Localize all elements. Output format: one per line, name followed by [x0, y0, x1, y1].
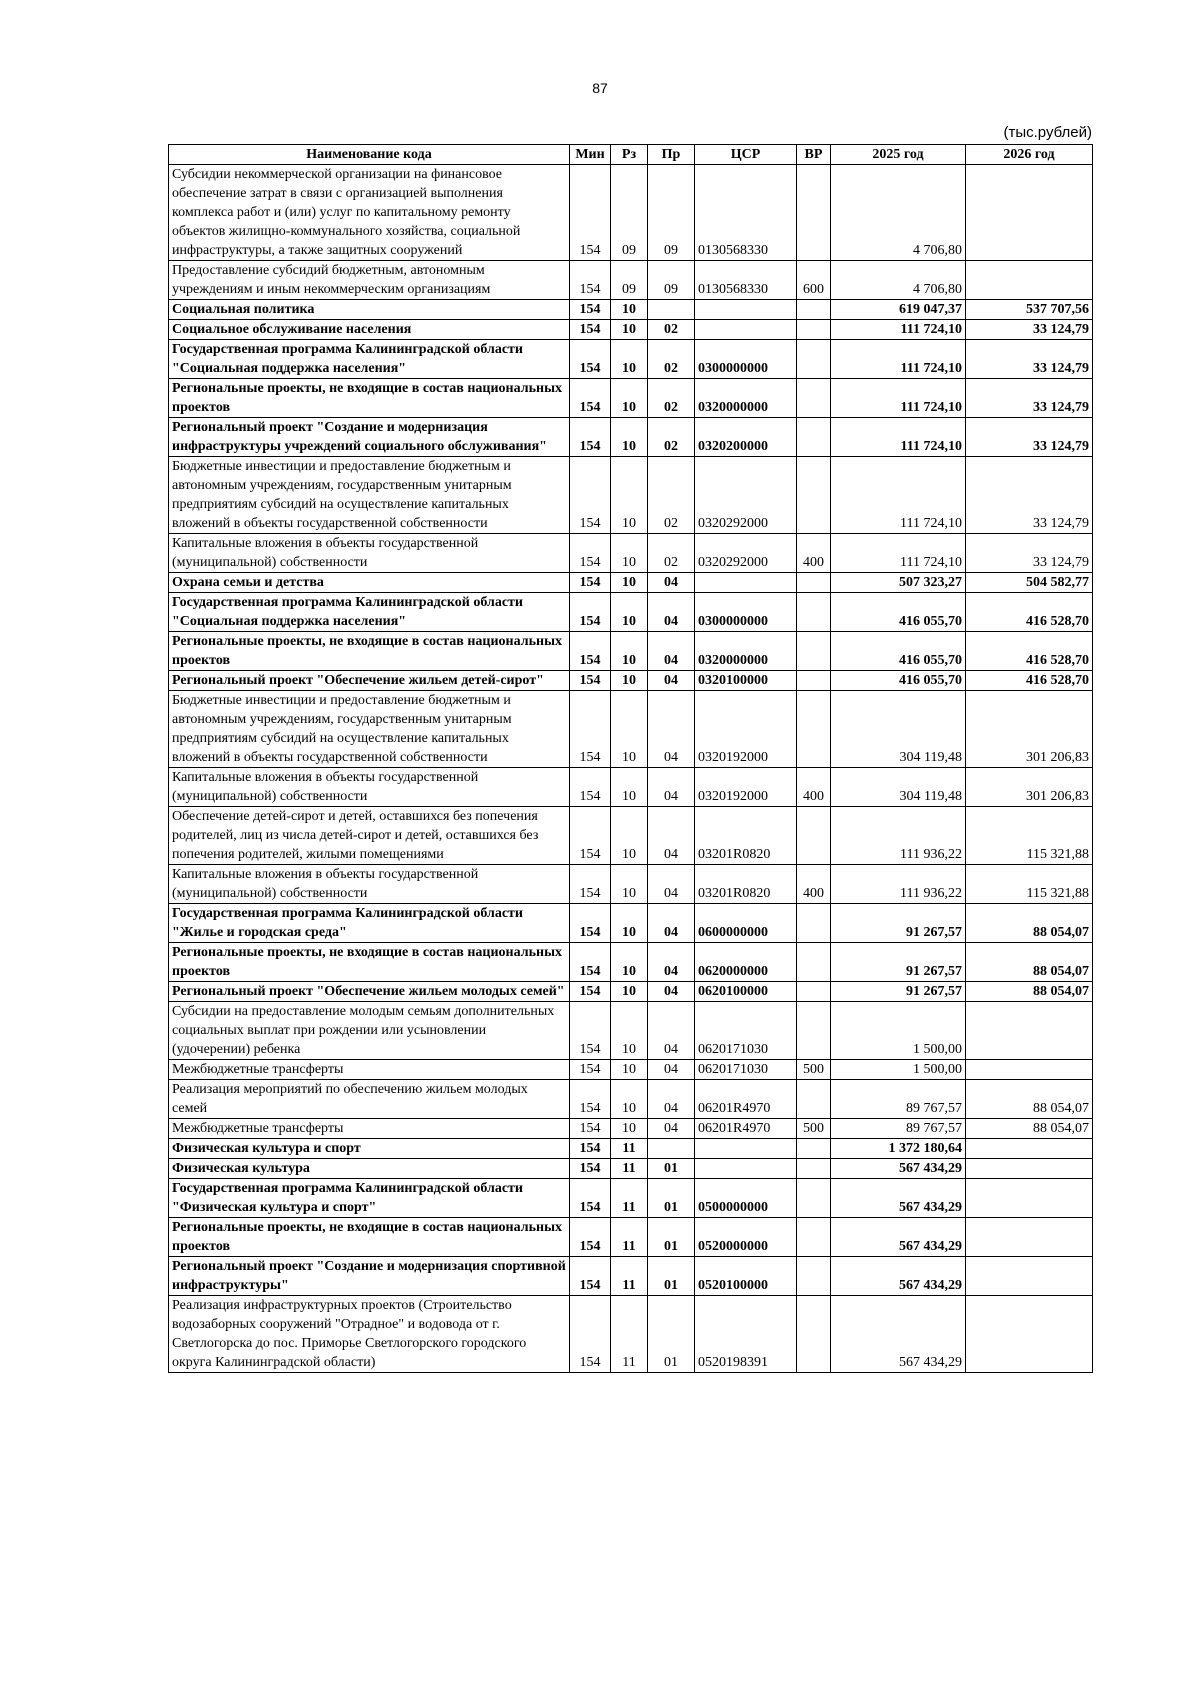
cell-2025: 1 500,00 [831, 1002, 966, 1060]
table-row [169, 632, 1093, 671]
cell-csr: 0520000000 [695, 1218, 797, 1257]
cell-min: 154 [570, 1002, 611, 1060]
header-pr: Пр [648, 145, 695, 165]
cell-2025: 111 936,22 [831, 865, 966, 904]
cell-vr [797, 1080, 831, 1119]
cell-vr [797, 300, 831, 320]
cell-name: Охрана семьи и детства [169, 573, 570, 593]
cell-name: Межбюджетные трансферты [169, 1119, 570, 1139]
cell-rz: 10 [611, 671, 648, 691]
cell-2026: 88 054,07 [966, 1119, 1093, 1139]
cell-csr: 0320000000 [695, 379, 797, 418]
cell-vr [797, 1296, 831, 1373]
cell-2026 [966, 1218, 1093, 1257]
cell-csr: 0520100000 [695, 1257, 797, 1296]
cell-csr: 03201R0820 [695, 807, 797, 865]
cell-name: Региональный проект "Обеспечение жильем молодых семей" [169, 982, 570, 1002]
cell-2026: 88 054,07 [966, 1080, 1093, 1119]
cell-vr [797, 457, 831, 534]
cell-2025: 111 724,10 [831, 457, 966, 534]
cell-rz: 11 [611, 1179, 648, 1218]
cell-rz: 11 [611, 1257, 648, 1296]
cell-csr: 0320200000 [695, 418, 797, 457]
cell-2026: 504 582,77 [966, 573, 1093, 593]
cell-name: Капитальные вложения в объекты государственной (муниципальной) собственности [169, 768, 570, 807]
cell-2026: 416 528,70 [966, 671, 1093, 691]
cell-vr: 500 [797, 1119, 831, 1139]
cell-vr [797, 165, 831, 261]
cell-2026: 33 124,79 [966, 457, 1093, 534]
cell-csr: 0320292000 [695, 457, 797, 534]
table-row [169, 320, 1093, 340]
header-vr: ВР [797, 145, 831, 165]
cell-2026 [966, 1159, 1093, 1179]
cell-pr: 04 [648, 982, 695, 1002]
cell-pr: 04 [648, 593, 695, 632]
cell-rz: 10 [611, 320, 648, 340]
header-min: Мин [570, 145, 611, 165]
cell-name: Государственная программа Калининградской области "Социальная поддержка населения" [169, 593, 570, 632]
cell-pr: 04 [648, 807, 695, 865]
cell-min: 154 [570, 1060, 611, 1080]
table-row [169, 261, 1093, 300]
cell-csr [695, 573, 797, 593]
cell-name: Капитальные вложения в объекты государственной (муниципальной) собственности [169, 534, 570, 573]
cell-csr: 06201R4970 [695, 1080, 797, 1119]
cell-name: Социальная политика [169, 300, 570, 320]
cell-rz: 11 [611, 1296, 648, 1373]
cell-min: 154 [570, 943, 611, 982]
cell-pr: 02 [648, 457, 695, 534]
cell-2025: 1 372 180,64 [831, 1139, 966, 1159]
cell-pr: 04 [648, 1080, 695, 1119]
cell-min: 154 [570, 261, 611, 300]
cell-pr: 09 [648, 165, 695, 261]
cell-rz: 10 [611, 632, 648, 671]
cell-pr: 01 [648, 1159, 695, 1179]
cell-pr: 04 [648, 865, 695, 904]
cell-min: 154 [570, 982, 611, 1002]
cell-2026 [966, 1257, 1093, 1296]
cell-2025: 89 767,57 [831, 1080, 966, 1119]
cell-min: 154 [570, 1139, 611, 1159]
cell-min: 154 [570, 320, 611, 340]
cell-pr [648, 1139, 695, 1159]
cell-min: 154 [570, 379, 611, 418]
cell-min: 154 [570, 165, 611, 261]
table-row [169, 691, 1093, 768]
cell-2026: 88 054,07 [966, 943, 1093, 982]
cell-name: Физическая культура и спорт [169, 1139, 570, 1159]
cell-2025: 416 055,70 [831, 593, 966, 632]
cell-pr: 04 [648, 671, 695, 691]
cell-min: 154 [570, 691, 611, 768]
cell-min: 154 [570, 1119, 611, 1139]
cell-rz: 10 [611, 807, 648, 865]
cell-name: Межбюджетные трансферты [169, 1060, 570, 1080]
table-row [169, 165, 1093, 261]
cell-name: Реализация мероприятий по обеспечению жильем молодых семей [169, 1080, 570, 1119]
cell-pr: 01 [648, 1257, 695, 1296]
cell-vr [797, 593, 831, 632]
cell-pr: 04 [648, 1002, 695, 1060]
cell-2026: 115 321,88 [966, 807, 1093, 865]
cell-vr: 600 [797, 261, 831, 300]
cell-2025: 89 767,57 [831, 1119, 966, 1139]
table-row [169, 573, 1093, 593]
cell-rz: 10 [611, 982, 648, 1002]
cell-2026: 537 707,56 [966, 300, 1093, 320]
cell-rz: 10 [611, 1119, 648, 1139]
cell-pr: 09 [648, 261, 695, 300]
cell-vr [797, 340, 831, 379]
cell-2026 [966, 1002, 1093, 1060]
cell-name: Субсидии на предоставление молодым семьям дополнительных социальных выплат при рождении или усыновлении (удочерении) ребенка [169, 1002, 570, 1060]
cell-name: Субсидии некоммерческой организации на финансовое обеспечение затрат в связи с организацией выполнения комплекса работ и (или) услуг по капитальному ремонту объектов жилищно-коммунального хозяйства, социальной инфраструктуры, а также защитных сооружений [169, 165, 570, 261]
table-row [169, 1002, 1093, 1060]
cell-rz: 10 [611, 573, 648, 593]
cell-name: Предоставление субсидий бюджетным, автономным учреждениям и иным некоммерческим организациям [169, 261, 570, 300]
cell-min: 154 [570, 1080, 611, 1119]
cell-2025: 91 267,57 [831, 943, 966, 982]
cell-vr [797, 1218, 831, 1257]
cell-vr: 500 [797, 1060, 831, 1080]
cell-name: Региональные проекты, не входящие в состав национальных проектов [169, 943, 570, 982]
cell-name: Региональный проект "Создание и модернизация инфраструктуры учреждений социального обслуживания" [169, 418, 570, 457]
budget-table [168, 144, 1093, 1373]
cell-2025: 416 055,70 [831, 632, 966, 671]
cell-2025: 567 434,29 [831, 1218, 966, 1257]
cell-min: 154 [570, 904, 611, 943]
cell-min: 154 [570, 807, 611, 865]
cell-name: Социальное обслуживание населения [169, 320, 570, 340]
cell-vr [797, 691, 831, 768]
cell-rz: 11 [611, 1218, 648, 1257]
cell-pr: 02 [648, 418, 695, 457]
cell-2026: 33 124,79 [966, 534, 1093, 573]
cell-csr: 0520198391 [695, 1296, 797, 1373]
cell-min: 154 [570, 768, 611, 807]
cell-csr: 0320192000 [695, 691, 797, 768]
table-row [169, 457, 1093, 534]
cell-csr: 0620171030 [695, 1002, 797, 1060]
cell-csr: 06201R4970 [695, 1119, 797, 1139]
table-body [169, 165, 1093, 1373]
table-header-row [169, 145, 1093, 165]
cell-rz: 10 [611, 943, 648, 982]
table-row [169, 340, 1093, 379]
table-row [169, 768, 1093, 807]
cell-2026: 301 206,83 [966, 691, 1093, 768]
cell-vr [797, 1257, 831, 1296]
cell-pr: 02 [648, 379, 695, 418]
cell-rz: 11 [611, 1139, 648, 1159]
cell-csr: 0620000000 [695, 943, 797, 982]
cell-rz: 10 [611, 865, 648, 904]
cell-rz: 10 [611, 904, 648, 943]
cell-pr: 02 [648, 320, 695, 340]
cell-pr: 04 [648, 1060, 695, 1080]
cell-csr: 0320000000 [695, 632, 797, 671]
cell-rz: 10 [611, 418, 648, 457]
cell-csr: 0300000000 [695, 340, 797, 379]
cell-rz: 10 [611, 534, 648, 573]
cell-rz: 10 [611, 457, 648, 534]
cell-2026: 115 321,88 [966, 865, 1093, 904]
table-row [169, 865, 1093, 904]
cell-vr [797, 1159, 831, 1179]
cell-2025: 567 434,29 [831, 1179, 966, 1218]
cell-rz: 10 [611, 1060, 648, 1080]
cell-csr: 0320100000 [695, 671, 797, 691]
cell-name: Бюджетные инвестиции и предоставление бюджетным и автономным учреждениям, государственным унитарным предприятиям субсидий на осуществление капитальных вложений в объекты государственной собственности [169, 457, 570, 534]
table-row [169, 534, 1093, 573]
cell-pr: 04 [648, 943, 695, 982]
table-row [169, 1119, 1093, 1139]
cell-pr: 04 [648, 904, 695, 943]
cell-2026 [966, 1296, 1093, 1373]
cell-csr: 0130568330 [695, 165, 797, 261]
cell-name: Физическая культура [169, 1159, 570, 1179]
table-row [169, 904, 1093, 943]
units-label: (тыс.рублей) [1003, 124, 1092, 141]
cell-csr: 0320192000 [695, 768, 797, 807]
cell-rz: 10 [611, 691, 648, 768]
cell-pr [648, 300, 695, 320]
cell-pr: 01 [648, 1218, 695, 1257]
header-2025: 2025 год [831, 145, 966, 165]
cell-name: Государственная программа Калининградской области "Жилье и городская среда" [169, 904, 570, 943]
cell-min: 154 [570, 418, 611, 457]
cell-2026 [966, 165, 1093, 261]
table-row [169, 671, 1093, 691]
cell-csr [695, 300, 797, 320]
cell-rz: 10 [611, 1002, 648, 1060]
cell-vr: 400 [797, 865, 831, 904]
cell-2025: 91 267,57 [831, 904, 966, 943]
cell-2026 [966, 1179, 1093, 1218]
cell-2025: 567 434,29 [831, 1257, 966, 1296]
cell-vr: 400 [797, 534, 831, 573]
table-row [169, 593, 1093, 632]
cell-csr: 0500000000 [695, 1179, 797, 1218]
cell-rz: 10 [611, 593, 648, 632]
table-row [169, 982, 1093, 1002]
cell-vr [797, 1002, 831, 1060]
cell-2025: 1 500,00 [831, 1060, 966, 1080]
table-row [169, 1218, 1093, 1257]
header-rz: Рз [611, 145, 648, 165]
cell-vr [797, 379, 831, 418]
cell-vr [797, 632, 831, 671]
cell-pr: 01 [648, 1179, 695, 1218]
cell-2026: 416 528,70 [966, 632, 1093, 671]
cell-name: Капитальные вложения в объекты государственной (муниципальной) собственности [169, 865, 570, 904]
cell-min: 154 [570, 340, 611, 379]
cell-2025: 111 724,10 [831, 418, 966, 457]
cell-name: Региональные проекты, не входящие в состав национальных проектов [169, 379, 570, 418]
cell-vr [797, 1139, 831, 1159]
cell-2025: 304 119,48 [831, 768, 966, 807]
cell-rz: 09 [611, 165, 648, 261]
cell-min: 154 [570, 671, 611, 691]
cell-csr: 0620171030 [695, 1060, 797, 1080]
cell-pr: 02 [648, 340, 695, 379]
cell-vr [797, 807, 831, 865]
cell-2025: 91 267,57 [831, 982, 966, 1002]
header-2026: 2026 год [966, 145, 1093, 165]
table-row [169, 1257, 1093, 1296]
cell-2026: 33 124,79 [966, 320, 1093, 340]
cell-2025: 111 936,22 [831, 807, 966, 865]
cell-2026: 416 528,70 [966, 593, 1093, 632]
cell-vr [797, 418, 831, 457]
table-row [169, 418, 1093, 457]
cell-vr [797, 1179, 831, 1218]
cell-name: Обеспечение детей-сирот и детей, оставшихся без попечения родителей, лиц из числа детей-сирот и детей, оставшихся без попечения родителей, жилыми помещениями [169, 807, 570, 865]
cell-name: Бюджетные инвестиции и предоставление бюджетным и автономным учреждениям, государственным унитарным предприятиям субсидий на осуществление капитальных вложений в объекты государственной собственности [169, 691, 570, 768]
cell-vr [797, 573, 831, 593]
cell-2025: 111 724,10 [831, 320, 966, 340]
table-row [169, 1060, 1093, 1080]
cell-2026 [966, 1060, 1093, 1080]
cell-name: Региональный проект "Обеспечение жильем детей-сирот" [169, 671, 570, 691]
cell-2025: 4 706,80 [831, 165, 966, 261]
cell-csr [695, 1159, 797, 1179]
cell-vr: 400 [797, 768, 831, 807]
cell-min: 154 [570, 1257, 611, 1296]
cell-min: 154 [570, 1218, 611, 1257]
cell-min: 154 [570, 1159, 611, 1179]
cell-2025: 4 706,80 [831, 261, 966, 300]
cell-min: 154 [570, 300, 611, 320]
cell-name: Государственная программа Калининградской области "Социальная поддержка населения" [169, 340, 570, 379]
table-row [169, 1139, 1093, 1159]
cell-csr: 0130568330 [695, 261, 797, 300]
cell-pr: 01 [648, 1296, 695, 1373]
cell-vr [797, 671, 831, 691]
cell-vr [797, 904, 831, 943]
cell-pr: 02 [648, 534, 695, 573]
header-name: Наименование кода [169, 145, 570, 165]
cell-min: 154 [570, 865, 611, 904]
cell-csr [695, 320, 797, 340]
table-row [169, 1159, 1093, 1179]
cell-rz: 10 [611, 768, 648, 807]
cell-pr: 04 [648, 573, 695, 593]
cell-vr [797, 982, 831, 1002]
cell-csr: 0620100000 [695, 982, 797, 1002]
cell-name: Региональные проекты, не входящие в состав национальных проектов [169, 632, 570, 671]
cell-rz: 10 [611, 340, 648, 379]
cell-pr: 04 [648, 632, 695, 671]
cell-min: 154 [570, 1296, 611, 1373]
cell-min: 154 [570, 632, 611, 671]
cell-2025: 567 434,29 [831, 1159, 966, 1179]
cell-2025: 416 055,70 [831, 671, 966, 691]
cell-rz: 10 [611, 379, 648, 418]
cell-2025: 111 724,10 [831, 340, 966, 379]
cell-2026 [966, 261, 1093, 300]
cell-min: 154 [570, 593, 611, 632]
cell-min: 154 [570, 573, 611, 593]
table-row [169, 1179, 1093, 1218]
cell-name: Региональные проекты, не входящие в состав национальных проектов [169, 1218, 570, 1257]
cell-2026: 88 054,07 [966, 982, 1093, 1002]
cell-csr: 03201R0820 [695, 865, 797, 904]
table-row [169, 300, 1093, 320]
cell-csr [695, 1139, 797, 1159]
header-csr: ЦСР [695, 145, 797, 165]
cell-2026 [966, 1139, 1093, 1159]
cell-2026: 33 124,79 [966, 418, 1093, 457]
cell-2025: 567 434,29 [831, 1296, 966, 1373]
cell-csr: 0600000000 [695, 904, 797, 943]
table-row [169, 943, 1093, 982]
cell-2025: 507 323,27 [831, 573, 966, 593]
cell-2025: 111 724,10 [831, 534, 966, 573]
cell-csr: 0300000000 [695, 593, 797, 632]
page-number: 87 [592, 80, 608, 96]
cell-name: Государственная программа Калининградской области "Физическая культура и спорт" [169, 1179, 570, 1218]
cell-2025: 304 119,48 [831, 691, 966, 768]
cell-min: 154 [570, 534, 611, 573]
cell-2026: 33 124,79 [966, 340, 1093, 379]
cell-min: 154 [570, 457, 611, 534]
table-row [169, 1296, 1093, 1373]
cell-name: Региональный проект "Создание и модернизация спортивной инфраструктуры" [169, 1257, 570, 1296]
cell-name: Реализация инфраструктурных проектов (Строительство водозаборных сооружений "Отрадное" и водовода от г. Светлогорска до пос. Приморье Светлогорского городского округа Калининградской области) [169, 1296, 570, 1373]
cell-pr: 04 [648, 1119, 695, 1139]
table-row [169, 807, 1093, 865]
cell-2026: 88 054,07 [966, 904, 1093, 943]
table-row [169, 1080, 1093, 1119]
cell-2025: 619 047,37 [831, 300, 966, 320]
cell-pr: 04 [648, 691, 695, 768]
cell-rz: 09 [611, 261, 648, 300]
cell-2025: 111 724,10 [831, 379, 966, 418]
cell-csr: 0320292000 [695, 534, 797, 573]
cell-rz: 10 [611, 1080, 648, 1119]
table-row [169, 379, 1093, 418]
cell-vr [797, 943, 831, 982]
cell-vr [797, 320, 831, 340]
cell-pr: 04 [648, 768, 695, 807]
cell-2026: 301 206,83 [966, 768, 1093, 807]
cell-rz: 11 [611, 1159, 648, 1179]
cell-rz: 10 [611, 300, 648, 320]
cell-2026: 33 124,79 [966, 379, 1093, 418]
cell-min: 154 [570, 1179, 611, 1218]
